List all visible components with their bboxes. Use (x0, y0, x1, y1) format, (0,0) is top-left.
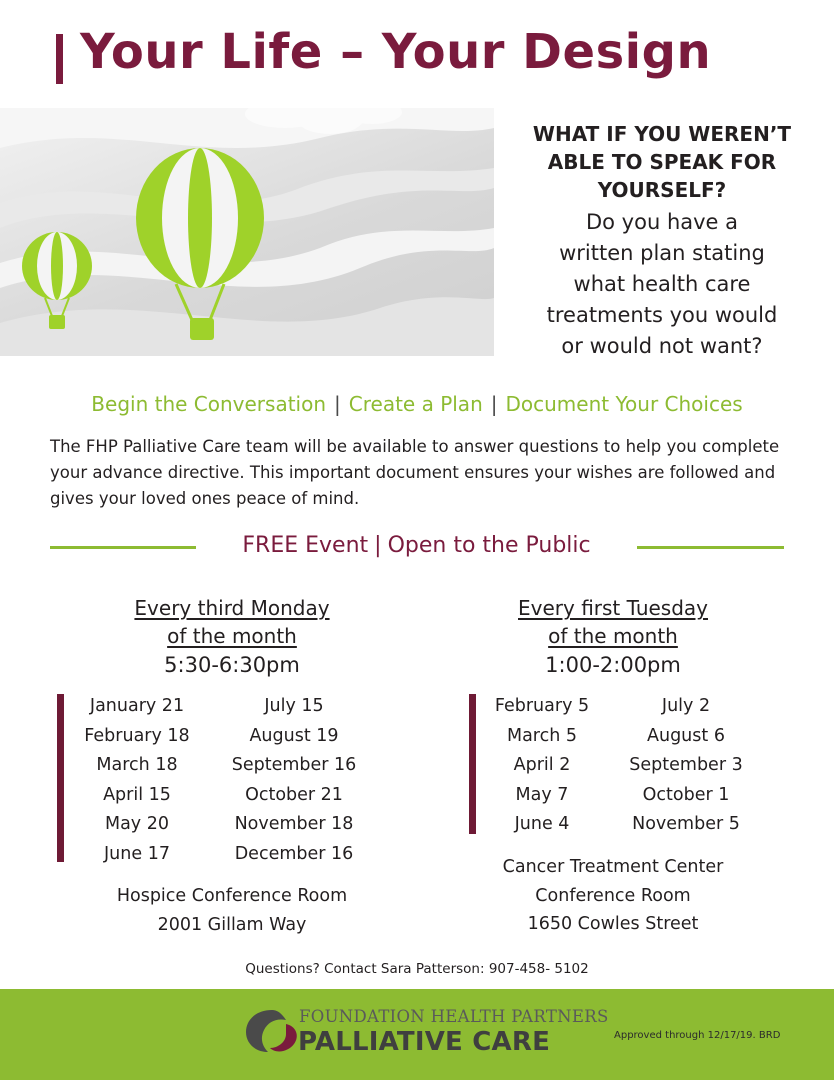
date-item: March 5 (506, 725, 578, 746)
date-item: May 20 (104, 814, 169, 834)
divider: | (374, 533, 382, 558)
date-item: November 5 (632, 814, 740, 834)
steps-tagline (0, 392, 834, 416)
date-item: July 15 (264, 696, 324, 716)
question-body: Do you have a written plan stating what health care treatments you would or would not want? (546, 210, 778, 358)
date-item: December 16 (234, 843, 354, 864)
footer-band (0, 989, 834, 1080)
monday-dates-col2 (218, 692, 370, 869)
event-banner (196, 533, 637, 558)
fhp-logo-mark-icon (242, 1006, 300, 1056)
date-item: May 7 (515, 784, 569, 805)
schedule-accent-bar (469, 694, 476, 834)
tuesday-dates-col1 (480, 692, 604, 840)
title-accent-bar (56, 34, 63, 84)
org-name-line1: FOUNDATION HEALTH PARTNERS (299, 1007, 609, 1026)
contact-line: Questions? Contact Sara Patterson: 907-458- 5102 (245, 961, 589, 977)
monday-dates-col1 (68, 692, 206, 869)
step-document-choices: Document Your Choices (505, 392, 743, 416)
date-item: March 18 (96, 755, 178, 775)
date-item: February 18 (84, 725, 190, 746)
org-name-line2: PALLIATIVE CARE (298, 1027, 551, 1057)
date-item: February 5 (494, 696, 590, 716)
approval-note: Approved through 12/17/19. BRD (614, 1030, 781, 1041)
date-item: January 21 (89, 696, 185, 716)
date-item: June 4 (514, 814, 570, 834)
monday-location: Hospice Conference Room 2001 Gillam Way (116, 886, 348, 935)
question-headline: WHAT IF YOU WEREN’T ABLE TO SPEAK FOR YOURSELF? (532, 122, 792, 202)
step-begin-conversation: Begin the Conversation (91, 392, 327, 416)
intro-paragraph: The FHP Palliative Care team will be available to answer questions to help you complete your advance directive. This important document ensures your wishes are followed and gives your loved ones peace of mind. (50, 437, 780, 508)
tuesday-dates-col2 (612, 692, 760, 840)
free-event-label: FREE Event (242, 533, 369, 558)
date-item: October 1 (642, 784, 730, 805)
step-create-plan: Create a Plan (348, 392, 483, 416)
open-to-public-label: Open to the Public (387, 533, 591, 558)
divider-line-right (637, 546, 784, 549)
date-item: August 6 (647, 725, 725, 746)
schedule-time: 1:00-2:00pm (545, 653, 681, 677)
date-item: April 15 (103, 784, 171, 805)
question-block (500, 120, 824, 362)
hot-air-balloon-illustration (0, 108, 494, 356)
date-item: June 17 (104, 843, 170, 864)
divider: | (334, 392, 341, 416)
tuesday-location: Cancer Treatment Center Conference Room 1650 Cowles Street (502, 857, 724, 934)
schedule-accent-bar (57, 694, 64, 862)
divider-line-left (50, 546, 196, 549)
schedule-monday-heading: Every third Monday of the month 5:30-6:30pm (60, 594, 404, 680)
date-item: November 18 (234, 814, 354, 834)
date-item: September 3 (629, 755, 743, 775)
date-item: September 16 (231, 755, 357, 775)
divider: | (490, 392, 498, 416)
schedule-tuesday-heading: Every first Tuesday of the month 1:00-2:00pm (446, 594, 780, 680)
date-item: October 21 (245, 784, 343, 805)
date-item: July 2 (661, 696, 711, 716)
page-title: Your Life – Your Design (80, 24, 712, 80)
schedule-time: 5:30-6:30pm (164, 653, 300, 677)
date-item: April 2 (513, 755, 571, 775)
hero-illustration (0, 108, 494, 356)
date-item: August 19 (249, 725, 339, 746)
